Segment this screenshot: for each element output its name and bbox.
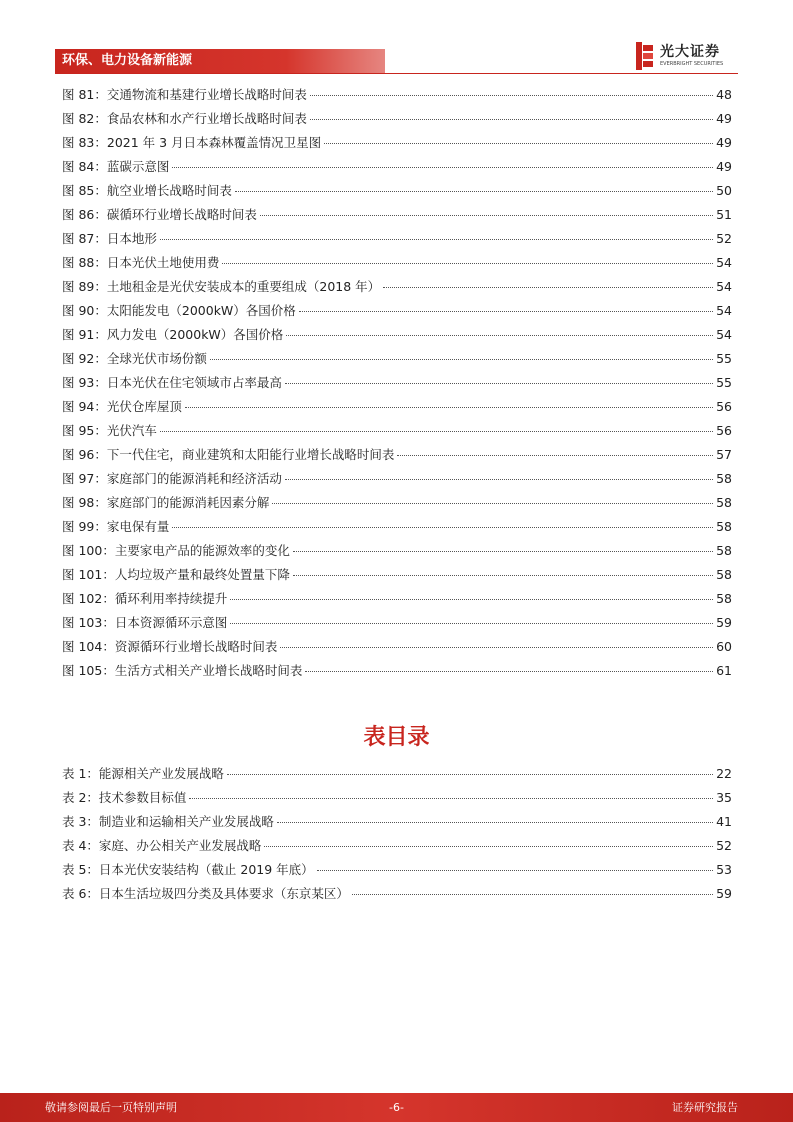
dot-leader [272, 488, 713, 504]
table-toc-entry[interactable] [62, 882, 732, 906]
figure-toc-entry-label: 图 93：日本光伏在住宅领域市占率最高 [62, 375, 282, 390]
footer-page-number: -6- [389, 1101, 404, 1114]
figure-toc-entry-label: 图 104：资源循环行业增长战略时间表 [62, 639, 278, 654]
figure-toc-entry-page: 56 [716, 423, 732, 438]
table-toc-entry-label: 表 4：家庭、办公相关产业发展战略 [62, 838, 262, 853]
table-toc-entry-label: 表 1：能源相关产业发展战略 [62, 766, 224, 781]
figure-toc-entry-page: 59 [716, 615, 732, 630]
header-divider [55, 73, 738, 74]
dot-leader [285, 368, 713, 384]
dot-leader [227, 759, 713, 775]
figure-toc-entry-label: 图 100：主要家电产品的能源效率的变化 [62, 543, 290, 558]
figure-toc-entry-label: 图 86：碳循环行业增长战略时间表 [62, 207, 257, 222]
figure-toc-entry-page: 49 [716, 159, 732, 174]
figure-toc-entry-label: 图 97：家庭部门的能源消耗和经济活动 [62, 471, 282, 486]
figure-toc-entry-page: 50 [716, 183, 732, 198]
figure-toc-entry-page: 58 [716, 519, 732, 534]
dot-leader [317, 855, 713, 871]
figure-toc-entry-page: 58 [716, 471, 732, 486]
figure-toc-entry-label: 图 95：光伏汽车 [62, 423, 157, 438]
table-toc-entry-page: 35 [716, 790, 732, 805]
dot-leader [160, 224, 713, 240]
dot-leader [293, 536, 713, 552]
dot-leader [235, 176, 713, 192]
table-toc-entry-label: 表 6：日本生活垃圾四分类及具体要求（东京某区） [62, 886, 349, 901]
dot-leader [352, 879, 713, 895]
footer-bar [0, 1093, 793, 1122]
table-of-contents-heading: 表目录 [363, 725, 430, 750]
figure-toc-entry-label: 图 81：交通物流和基建行业增长战略时间表 [62, 87, 307, 102]
figure-toc-entry-page: 61 [716, 663, 732, 678]
figure-toc-entry-page: 58 [716, 543, 732, 558]
figure-toc-entry[interactable] [62, 659, 732, 683]
figure-toc-entry-label: 图 84：蓝碳示意图 [62, 159, 170, 174]
dot-leader [230, 584, 713, 600]
dot-leader [230, 608, 713, 624]
dot-leader [172, 152, 713, 168]
figure-toc-entry-label: 图 92：全球光伏市场份额 [62, 351, 207, 366]
dot-leader [160, 416, 713, 432]
figure-toc-entry-label: 图 90：太阳能发电（2000kW）各国价格 [62, 303, 296, 318]
figure-toc-entry-label: 图 88：日本光伏土地使用费 [62, 255, 220, 270]
figure-toc-entry-label: 图 98：家庭部门的能源消耗因素分解 [62, 495, 270, 510]
table-toc-entry-label: 表 5：日本光伏安装结构（截止 2019 年底） [62, 862, 314, 877]
dot-leader [383, 272, 713, 288]
dot-leader [285, 464, 713, 480]
dot-leader [293, 560, 713, 576]
dot-leader [310, 104, 713, 120]
figure-toc-entry-page: 49 [716, 111, 732, 126]
figure-toc-entry-page: 54 [716, 327, 732, 342]
table-toc-entry-page: 53 [716, 862, 732, 877]
figure-toc-entry-label: 图 96：下一代住宅，商业建筑和太阳能行业增长战略时间表 [62, 447, 395, 462]
table-toc-entry-page: 22 [716, 766, 732, 781]
table-toc-entry-page: 52 [716, 838, 732, 853]
figure-toc-entry-page: 54 [716, 279, 732, 294]
figure-toc-entry-page: 57 [716, 447, 732, 462]
dot-leader [280, 632, 713, 648]
dot-leader [172, 512, 713, 528]
dot-leader [264, 831, 713, 847]
figure-toc-entry-label: 图 85：航空业增长战略时间表 [62, 183, 232, 198]
dot-leader [324, 128, 713, 144]
figure-toc-entry-page: 51 [716, 207, 732, 222]
figure-toc-entry-page: 55 [716, 375, 732, 390]
figure-toc-entry-page: 52 [716, 231, 732, 246]
figure-toc-entry-label: 图 89：土地租金是光伏安装成本的重要组成（2018 年） [62, 279, 381, 294]
figure-toc-entry-page: 58 [716, 591, 732, 606]
figure-toc-entry-page: 55 [716, 351, 732, 366]
logo-chinese-name: 光大证券 [660, 44, 720, 60]
dot-leader [185, 392, 713, 408]
figure-toc-entry-page: 54 [716, 255, 732, 270]
figure-toc-entry-page: 60 [716, 639, 732, 654]
dot-leader [397, 440, 713, 456]
dot-leader [260, 200, 713, 216]
logo-english-name: EVERBRIGHT SECURITIES [660, 61, 724, 67]
figure-toc-entry-label: 图 87：日本地形 [62, 231, 157, 246]
table-table-of-contents [62, 762, 732, 906]
figure-toc-entry-label: 图 82：食品农林和水产行业增长战略时间表 [62, 111, 307, 126]
figure-toc-entry-label: 图 101：人均垃圾产量和最终处置量下降 [62, 567, 290, 582]
dot-leader [299, 296, 713, 312]
table-toc-entry-page: 59 [716, 886, 732, 901]
figure-toc-entry-label: 图 103：日本资源循环示意图 [62, 615, 228, 630]
dot-leader [189, 783, 713, 799]
figure-toc-entry-label: 图 94：光伏仓库屋顶 [62, 399, 182, 414]
figure-toc-entry-page: 48 [716, 87, 732, 102]
dot-leader [310, 80, 713, 96]
figure-toc-entry-label: 图 99：家电保有量 [62, 519, 170, 534]
figure-toc-entry-page: 49 [716, 135, 732, 150]
dot-leader [222, 248, 713, 264]
dot-leader [210, 344, 713, 360]
table-toc-entry-label: 表 2：技术参数目标值 [62, 790, 187, 805]
figure-toc-entry-page: 56 [716, 399, 732, 414]
everbright-logo-icon [636, 42, 654, 70]
brand-logo [636, 42, 736, 72]
header-section-title: 环保、电力设备新能源 [62, 53, 193, 68]
dot-leader [305, 656, 713, 672]
table-toc-entry-label: 表 3：制造业和运输相关产业发展战略 [62, 814, 274, 829]
footer-disclaimer: 敬请参阅最后一页特别声明 [45, 1101, 177, 1114]
figure-toc-entry-page: 58 [716, 495, 732, 510]
figure-table-of-contents [62, 83, 732, 683]
dot-leader [286, 320, 713, 336]
figure-toc-entry-label: 图 83：2021 年 3 月日本森林覆盖情况卫星图 [62, 135, 322, 150]
figure-toc-entry-page: 54 [716, 303, 732, 318]
footer-doc-type: 证券研究报告 [672, 1101, 738, 1114]
figure-toc-entry-label: 图 91：风力发电（2000kW）各国价格 [62, 327, 284, 342]
table-toc-entry-page: 41 [716, 814, 732, 829]
figure-toc-entry-page: 58 [716, 567, 732, 582]
figure-toc-entry-label: 图 102：循环利用率持续提升 [62, 591, 228, 606]
dot-leader [277, 807, 713, 823]
figure-toc-entry-label: 图 105：生活方式相关产业增长战略时间表 [62, 663, 303, 678]
